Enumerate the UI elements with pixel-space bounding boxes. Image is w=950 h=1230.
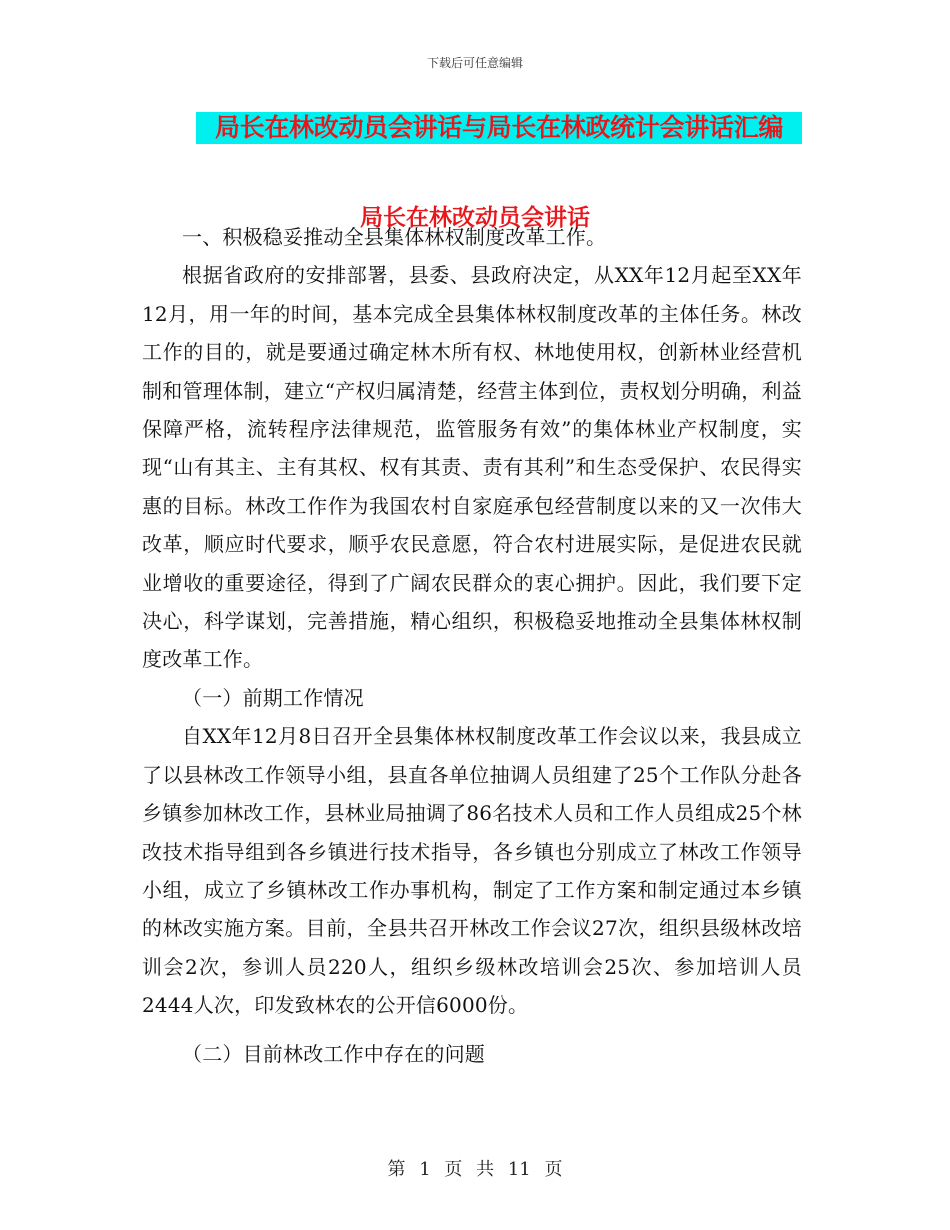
body-text	[142, 218, 802, 1073]
paragraph: 自XX年12月8日召开全县集体林权制度改革工作会议以来，我县成立了以县林改工作领导小组，县直各单位抽调人员组建了25个工作队分赴各乡镇参加林改工作，县林业局抽调了86名技术人员和工作人员组成25个林改技术指导组到各乡镇进行技术指导，各乡镇也分别成立了林改工作领导小组，成立了乡镇林改工作办事机构，制定了工作方案和制定通过本乡镇的林改实施方案。目前，全县共召开林改工作会议27次，组织县级林改培训会2次，参训人员220人，组织乡级林改培训会25次、参加培训人员2444人次，印发致林农的公开信6000份。	[142, 724, 802, 1018]
paragraph-subheading-2: （二）目前林改工作中存在的问题	[182, 1041, 485, 1066]
paragraph-heading-1: 一、积极稳妥推动全县集体林权制度改革工作。	[182, 225, 607, 249]
paragraph: 根据省政府的安排部署，县委、县政府决定，从XX年12月起至XX年12月，用一年的时间，基本完成全县集体林权制度改革的主体任务。林改工作的目的，就是要通过确定林木所有权、林地使用权，创新林业经营机制和管理体制，建立“产权归属清楚，经营主体到位，责权划分明确，利益保障严格，流转程序法律规范，监管服务有效”的集体林业产权制度，实现“山有其主、主有其权、权有其责、责有其利”和生态受保护、农民得实惠的目标。林改工作作为我国农村自家庭承包经营制度以来的又一次伟大改革，顺应时代要求，顺乎农民意愿，符合农村进展实际，是促进农民就业增收的重要途径，得到了广阔农民群众的衷心拥护。因此，我们要下定决心，科学谋划，完善措施，精心组织，积极稳妥地推动全县集体林权制度改革工作。	[142, 263, 802, 672]
main-title: 局长在林改动员会讲话与局长在林政统计会讲话汇编	[196, 112, 802, 144]
header-note: 下载后可任意编辑	[426, 56, 523, 70]
section-title: 局长在林改动员会讲话	[360, 204, 590, 231]
page-number: 第 1 页 共 11 页	[387, 1159, 563, 1180]
paragraph-subheading-1: （一）前期工作情况	[182, 685, 364, 710]
